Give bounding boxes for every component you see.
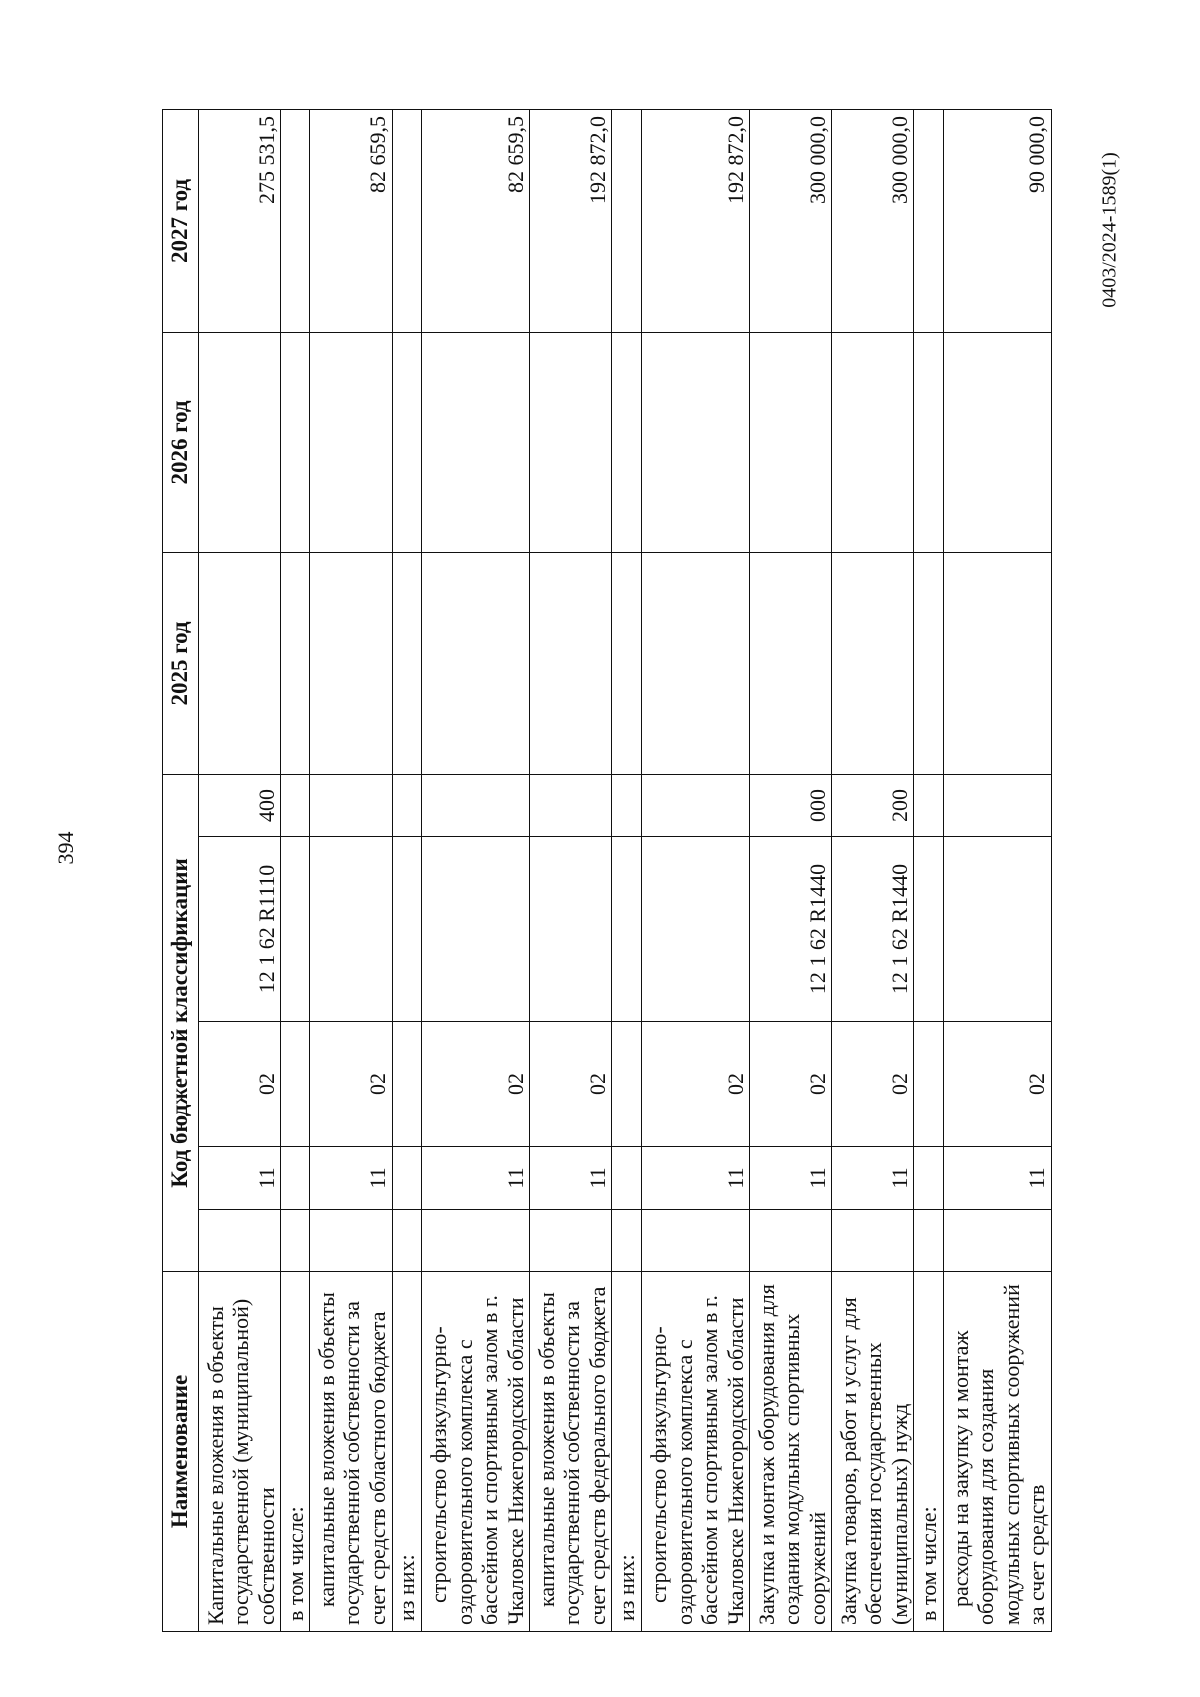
table-row — [943, 109, 1051, 1631]
table-header-row — [163, 109, 199, 1631]
code-col3: 02 — [530, 1022, 612, 1147]
code-col2: 11 — [530, 1147, 612, 1210]
code-col1 — [310, 1210, 392, 1272]
row-name: Капитальные вложения в объекты государственной (муниципальной) собственности — [199, 1272, 281, 1632]
value-2025 — [281, 552, 310, 774]
code-col2 — [392, 1147, 421, 1210]
code-col3 — [392, 1022, 421, 1147]
table-row — [199, 109, 281, 1631]
value-2025 — [310, 552, 392, 774]
code-col2: 11 — [199, 1147, 281, 1210]
value-2025 — [641, 552, 749, 774]
value-2026 — [392, 332, 421, 552]
header-name: Наименование — [163, 1272, 199, 1632]
value-2027 — [612, 109, 641, 332]
code-col3: 02 — [421, 1022, 529, 1147]
code-col5 — [392, 774, 421, 836]
table-row — [392, 109, 421, 1631]
value-2027 — [914, 109, 943, 332]
row-name: Закупка и монтаж оборудования для создания модульных спортивных сооружений — [750, 1272, 832, 1632]
code-col1 — [612, 1210, 641, 1272]
value-2026 — [281, 332, 310, 552]
row-name: капитальные вложения в объекты государственной собственности за счет средств федерального бюджета — [530, 1272, 612, 1632]
budget-table — [162, 109, 1052, 1632]
code-col4: 12 1 62 R1440 — [832, 837, 914, 1022]
value-2027 — [281, 109, 310, 332]
code-col3: 02 — [310, 1022, 392, 1147]
value-2025 — [914, 552, 943, 774]
header-2026: 2026 год — [163, 332, 199, 552]
document-id: 0403/2024-1589(1) — [1098, 152, 1121, 308]
table-row — [832, 109, 914, 1631]
code-col5 — [914, 774, 943, 836]
code-col5: 200 — [832, 774, 914, 836]
row-name: из них: — [612, 1272, 641, 1632]
code-col5 — [612, 774, 641, 836]
value-2025 — [392, 552, 421, 774]
code-col1 — [914, 1210, 943, 1272]
code-col4 — [530, 837, 612, 1022]
code-col1 — [530, 1210, 612, 1272]
table-row — [421, 109, 529, 1631]
value-2027: 82 659,5 — [310, 109, 392, 332]
code-col5 — [310, 774, 392, 836]
value-2025 — [750, 552, 832, 774]
row-name: капитальные вложения в объекты государственной собственности за счет средств областного бюджета — [310, 1272, 392, 1632]
code-col1 — [392, 1210, 421, 1272]
code-col4 — [392, 837, 421, 1022]
code-col5 — [421, 774, 529, 836]
code-col1 — [421, 1210, 529, 1272]
header-2025: 2025 год — [163, 552, 199, 774]
value-2026 — [914, 332, 943, 552]
code-col3 — [612, 1022, 641, 1147]
code-col4 — [914, 837, 943, 1022]
value-2025 — [421, 552, 529, 774]
table-row — [612, 109, 641, 1631]
value-2026 — [310, 332, 392, 552]
value-2025 — [943, 552, 1051, 774]
code-col1 — [281, 1210, 310, 1272]
value-2025 — [199, 552, 281, 774]
code-col3: 02 — [943, 1022, 1051, 1147]
code-col1 — [750, 1210, 832, 1272]
value-2026 — [943, 332, 1051, 552]
code-col3: 02 — [199, 1022, 281, 1147]
value-2027: 192 872,0 — [641, 109, 749, 332]
code-col2: 11 — [641, 1147, 749, 1210]
code-col3: 02 — [750, 1022, 832, 1147]
code-col2: 11 — [943, 1147, 1051, 1210]
value-2025 — [530, 552, 612, 774]
code-col4 — [641, 837, 749, 1022]
code-col1 — [641, 1210, 749, 1272]
rotated-table-wrapper — [162, 110, 1052, 1632]
code-col1 — [943, 1210, 1051, 1272]
row-name: строительство физкультурно-оздоровительного комплекса с бассейном и спортивным залом в г. Чкаловске Нижегородской области — [641, 1272, 749, 1632]
row-name: в том числе: — [281, 1272, 310, 1632]
value-2026 — [832, 332, 914, 552]
code-col2: 11 — [750, 1147, 832, 1210]
value-2025 — [612, 552, 641, 774]
row-name: в том числе: — [914, 1272, 943, 1632]
table-row — [750, 109, 832, 1631]
row-name: расходы на закупку и монтаж оборудования для создания модульных спортивных сооружений за счет средств — [943, 1272, 1051, 1632]
code-col3 — [281, 1022, 310, 1147]
value-2027: 90 000,0 — [943, 109, 1051, 332]
code-col4: 12 1 62 R1110 — [199, 837, 281, 1022]
table-row — [310, 109, 392, 1631]
value-2027 — [392, 109, 421, 332]
code-col2 — [281, 1147, 310, 1210]
row-name: Закупка товаров, работ и услуг для обеспечения государственных (муниципальных) нужд — [832, 1272, 914, 1632]
code-col5 — [943, 774, 1051, 836]
code-col5 — [641, 774, 749, 836]
header-2027: 2027 год — [163, 109, 199, 332]
value-2026 — [612, 332, 641, 552]
value-2025 — [832, 552, 914, 774]
value-2026 — [421, 332, 529, 552]
code-col5 — [530, 774, 612, 836]
code-col1 — [199, 1210, 281, 1272]
code-col4 — [943, 837, 1051, 1022]
header-code-group: Код бюджетной классификации — [163, 774, 199, 1271]
value-2027: 300 000,0 — [832, 109, 914, 332]
code-col5 — [281, 774, 310, 836]
code-col4 — [310, 837, 392, 1022]
code-col4 — [421, 837, 529, 1022]
code-col2 — [914, 1147, 943, 1210]
code-col2: 11 — [310, 1147, 392, 1210]
code-col4 — [612, 837, 641, 1022]
value-2026 — [199, 332, 281, 552]
table-row — [641, 109, 749, 1631]
page-number: 394 — [53, 831, 78, 865]
value-2027: 275 531,5 — [199, 109, 281, 332]
value-2026 — [530, 332, 612, 552]
table-body — [199, 109, 1052, 1631]
table-row — [530, 109, 612, 1631]
code-col5: 400 — [199, 774, 281, 836]
code-col4 — [281, 837, 310, 1022]
code-col3: 02 — [832, 1022, 914, 1147]
code-col5: 000 — [750, 774, 832, 836]
value-2027: 300 000,0 — [750, 109, 832, 332]
code-col2: 11 — [832, 1147, 914, 1210]
value-2027: 82 659,5 — [421, 109, 529, 332]
table-row — [914, 109, 943, 1631]
row-name: строительство физкультурно-оздоровительного комплекса с бассейном и спортивным залом в г. Чкаловске Нижегородской области — [421, 1272, 529, 1632]
code-col4: 12 1 62 R1440 — [750, 837, 832, 1022]
code-col3 — [914, 1022, 943, 1147]
code-col2 — [612, 1147, 641, 1210]
value-2027: 192 872,0 — [530, 109, 612, 332]
value-2026 — [750, 332, 832, 552]
code-col3: 02 — [641, 1022, 749, 1147]
value-2026 — [641, 332, 749, 552]
code-col1 — [832, 1210, 914, 1272]
table-row — [281, 109, 310, 1631]
code-col2: 11 — [421, 1147, 529, 1210]
row-name: из них: — [392, 1272, 421, 1632]
